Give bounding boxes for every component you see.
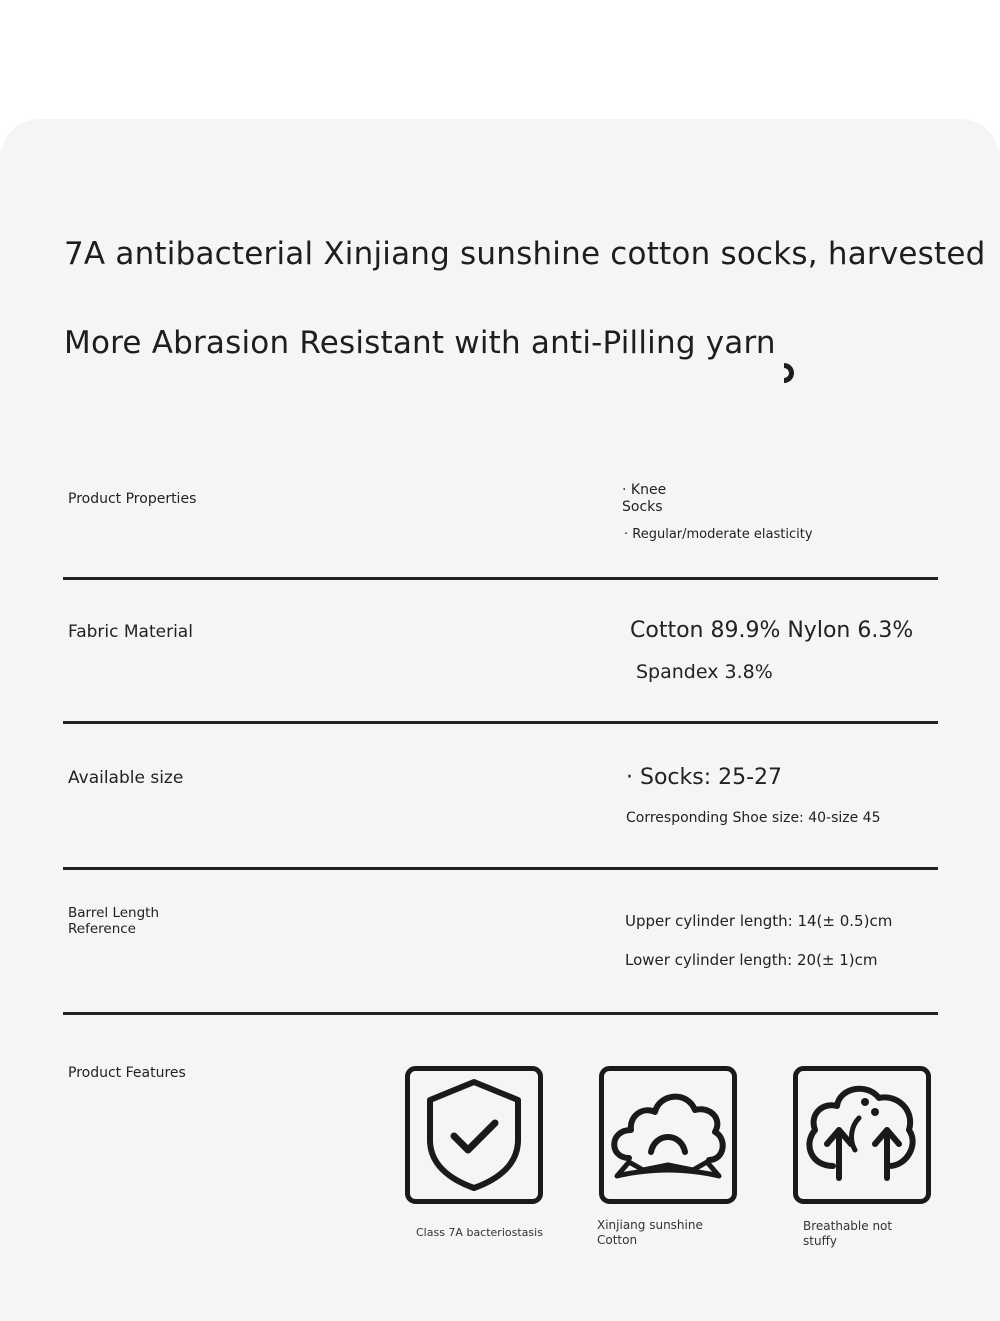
shield-check-icon (405, 1066, 543, 1204)
row-divider (63, 867, 938, 870)
headline-line-2: More Abrasion Resistant with anti-Pilling yarn (64, 325, 776, 361)
trees-airflow-icon (793, 1066, 931, 1204)
size-value-1: · Socks: 25-27 (626, 765, 783, 790)
fabric-value-2: Spandex 3.8% (636, 661, 773, 683)
row-label-size: Available size (68, 768, 184, 788)
row-label-fabric: Fabric Material (68, 622, 193, 642)
headline-line-1: 7A antibacterial Xinjiang sunshine cotton socks, harvested (64, 236, 986, 272)
row-divider (63, 721, 938, 724)
barrel-value-1: Upper cylinder length: 14(± 0.5)cm (625, 912, 893, 930)
feature-caption: Breathable not (803, 1219, 893, 1233)
crescent-icon (776, 361, 796, 385)
row-divider (63, 1012, 938, 1015)
properties-value-1a: · Knee (622, 482, 667, 498)
row-label-properties: Product Properties (68, 491, 197, 507)
feature-caption: Cotton (597, 1233, 638, 1247)
row-divider (63, 577, 938, 580)
properties-value-2: · Regular/moderate elasticity (624, 527, 813, 542)
feature-caption: Class 7A bacteriostasis (416, 1226, 543, 1239)
fabric-value-1: Cotton 89.9% Nylon 6.3% (630, 618, 914, 643)
size-value-2: Corresponding Shoe size: 40-size 45 (626, 810, 881, 826)
properties-value-1b: Socks (622, 499, 663, 515)
cloud-cotton-icon (599, 1066, 737, 1204)
row-label-features: Product Features (68, 1065, 186, 1081)
row-label-barrel-a: Barrel Length (68, 905, 160, 921)
barrel-value-2: Lower cylinder length: 20(± 1)cm (625, 951, 878, 969)
feature-caption: stuffy (803, 1234, 837, 1248)
feature-caption: Xinjiang sunshine (597, 1218, 703, 1232)
row-label-barrel-b: Reference (68, 921, 136, 937)
